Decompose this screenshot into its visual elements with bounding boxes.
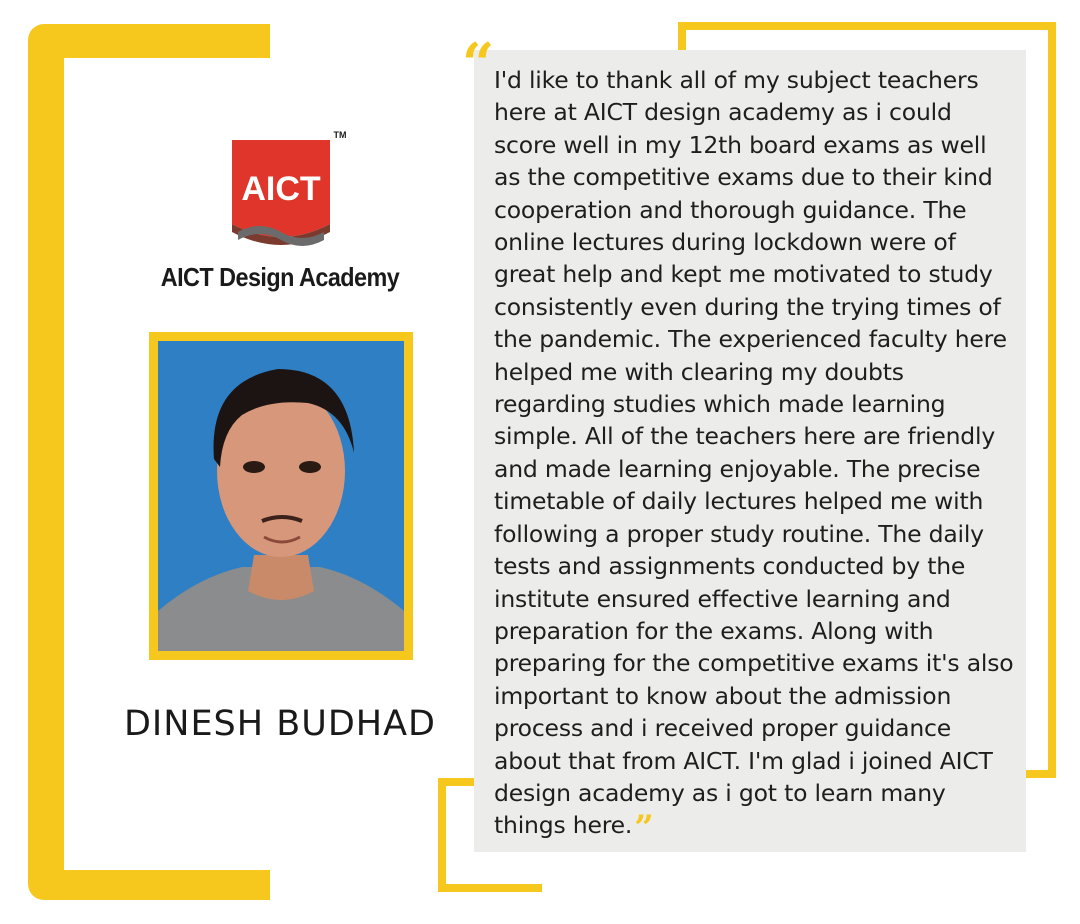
academy-name: AICT Design Academy <box>160 262 400 292</box>
testimonial-text <box>494 64 1014 849</box>
trademark-label: TM <box>333 130 347 140</box>
aict-logo <box>230 128 350 260</box>
logo-text: AICT <box>241 170 321 208</box>
student-portrait-icon <box>158 341 404 651</box>
student-name: DINESH BUDHAD <box>123 704 437 744</box>
testimonial-body: I'd like to thank all of my subject teachers here at AICT design academy as i could score well in my 12th board exams as well as the competitive exams due to their kind cooperation and thorough guidance. The online lectures during lockdown were of great help and kept me motivated to study consistently even during the trying times of the pandemic. The experienced faculty here helped me with clearing my doubts regarding studies which made learning simple. All of the teachers here are friendly and made learning enjoyable. The precise timetable of daily lectures helped me with following a proper study routine. The daily tests and assignments conducted by the institute ensured effective learning and preparation for the exams. Along with preparing for the competitive exams it's also important to know about the admission process and i received proper guidance about that from AICT. I'm glad i joined AICT design academy as i got to learn many things here. <box>494 66 1014 840</box>
student-photo <box>158 341 404 651</box>
close-quote-icon: ” <box>634 808 654 849</box>
open-quote-icon: “ <box>462 31 495 97</box>
